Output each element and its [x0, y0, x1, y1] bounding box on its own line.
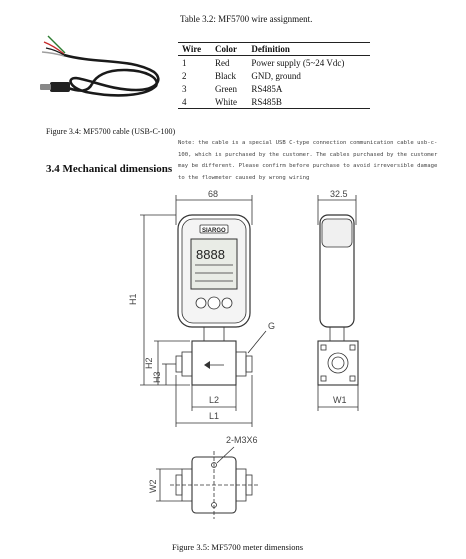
- note-text: Note: the cable is a special USB C-type connection communication cable usb-c-100, which is purchased by the customer. The cables purchased by the customer may be different. Please confirm before purchase to avoid irreversible damage to the flowmeter caused by wrong wiring: [178, 140, 438, 181]
- cable-photo: [36, 28, 166, 123]
- table-cell: Power supply (5~24 Vdc): [251, 58, 345, 68]
- dim-l2-label: L2: [209, 395, 220, 405]
- table-cell: 3: [182, 84, 187, 94]
- figure-3-4-caption: Figure 3.4: MF5700 cable (USB-C-100): [46, 127, 176, 136]
- table-cell: 4: [178, 95, 211, 109]
- column-header: Definition: [247, 43, 370, 56]
- dim-h1-label: H1: [128, 293, 138, 305]
- dim-w1-label: W1: [333, 395, 347, 405]
- table-cell: Black: [214, 71, 236, 81]
- table-cell: White: [211, 95, 247, 109]
- m3-screw-label: 2-M3X6: [226, 435, 258, 445]
- front-view: [128, 189, 275, 427]
- table-cell: RS485B: [247, 95, 370, 109]
- dim-h3-label: H3: [152, 371, 162, 383]
- table-caption: Table 3.2: MF5700 wire assignment.: [180, 14, 313, 24]
- right-button-icon: [222, 298, 232, 308]
- figure-3-5-caption: Figure 3.5: MF5700 meter dimensions: [172, 542, 304, 552]
- brand-label: SIARGO: [202, 228, 226, 234]
- dim-32-5-label: 32.5: [330, 189, 348, 199]
- table-row: [178, 82, 370, 95]
- column-header: Wire: [178, 43, 211, 56]
- cable-wires: [42, 36, 65, 56]
- side-view: [318, 189, 358, 411]
- table-cell: RS485A: [251, 84, 283, 94]
- dim-h2-label: H2: [144, 357, 154, 369]
- table-row: [178, 69, 370, 82]
- wire-assignment-table: [178, 42, 370, 109]
- usb-c-connector: [40, 82, 70, 92]
- table-cell: 1: [182, 58, 187, 68]
- bottom-view: [148, 435, 258, 519]
- dim-l1-label: L1: [209, 411, 220, 421]
- flow-arrow-icon: [204, 361, 210, 369]
- table-row: [178, 95, 370, 109]
- mechanical-drawing: [0, 185, 466, 535]
- table-cell: Green: [214, 84, 237, 94]
- display-digits: 8888: [196, 247, 225, 262]
- column-header: Color: [211, 43, 247, 56]
- section-title: 3.4 Mechanical dimensions: [46, 163, 173, 175]
- thread-g-label: G: [268, 321, 276, 331]
- left-button-icon: [196, 298, 206, 308]
- dim-68-label: 68: [208, 189, 219, 199]
- table-cell: Red: [214, 58, 230, 68]
- table-row: [178, 56, 370, 70]
- table-cell: GND, ground: [251, 71, 301, 81]
- table-header-row: [178, 43, 370, 56]
- table-cell: 2: [182, 71, 187, 81]
- center-button-icon: [208, 297, 220, 309]
- dim-w2-label: W2: [148, 479, 158, 493]
